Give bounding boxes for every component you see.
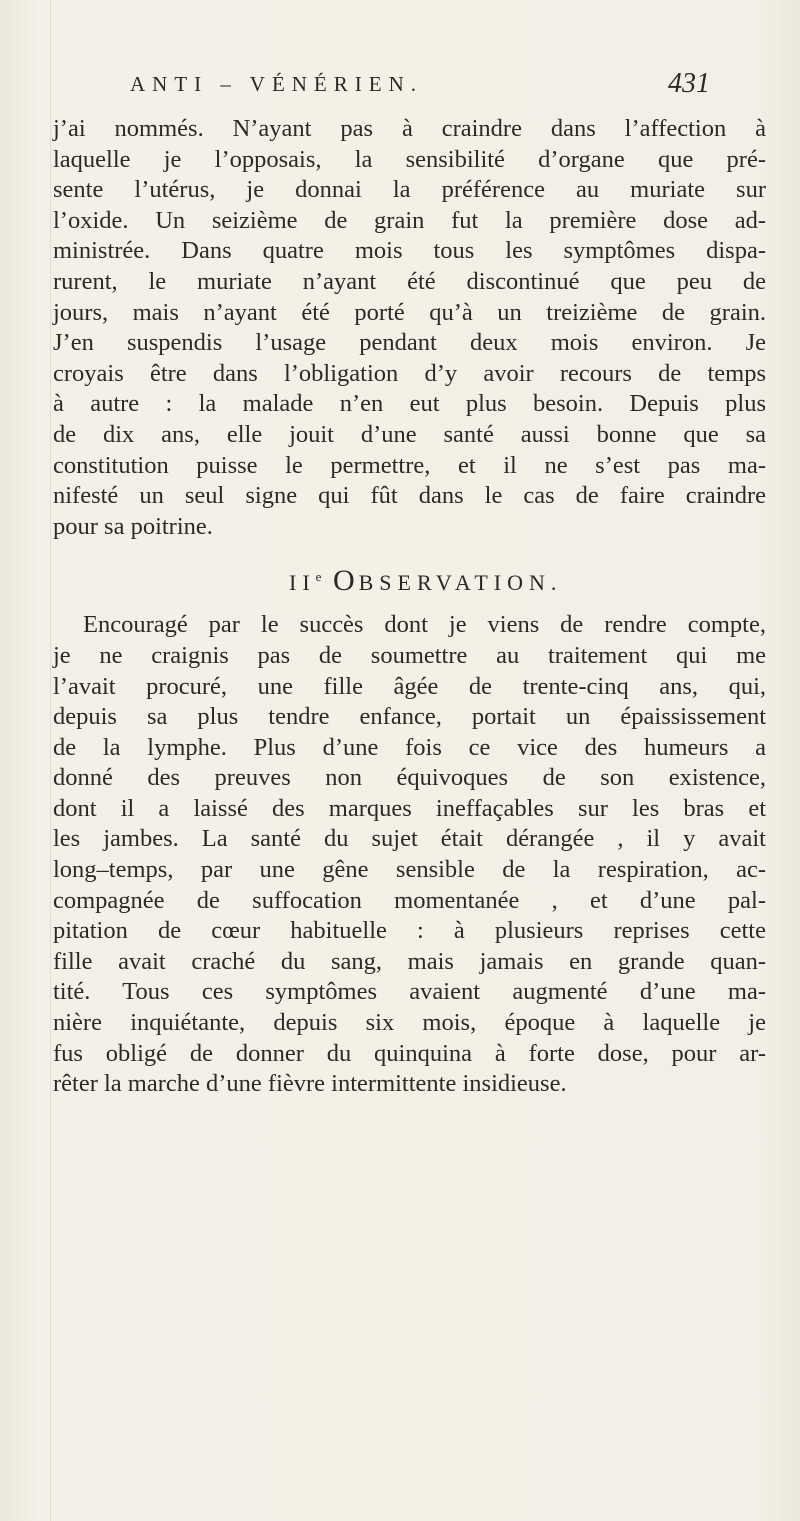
paragraph-2 <box>53 610 766 1100</box>
heading-rest: BSERVATION. <box>358 570 563 596</box>
text-line: rêter la marche d’une fièvre intermittente insidieuse. <box>53 1070 567 1098</box>
heading-initial: O <box>332 564 359 598</box>
paragraph-1 <box>53 114 766 542</box>
text-line: compagnée de suffocation momentanée , et d’une pal- <box>53 886 766 914</box>
body-text <box>53 114 766 1100</box>
text-line: rurent, le muriate n’ayant été discontinué que peu de <box>53 267 766 295</box>
running-head: ANTI – VÉNÉRIEN. <box>130 72 424 96</box>
text-line: l’oxide. Un seizième de grain fut la première dose ad- <box>53 206 766 234</box>
text-line: nifesté un seul signe qui fût dans le cas de faire craindre <box>53 482 766 510</box>
text-line: j’ai nommés. N’ayant pas à craindre dans l’affection à <box>53 115 766 142</box>
text-line: de dix ans, elle jouit d’une santé aussi bonne que sa <box>53 420 766 448</box>
section-heading <box>53 548 766 606</box>
text-line: fille avait craché du sang, mais jamais en grande quan- <box>53 947 766 975</box>
text-line: croyais être dans l’obligation d’y avoir recours de temps <box>53 359 766 387</box>
text-line: constitution puisse le permettre, et il ne s’est pas ma- <box>53 451 766 479</box>
text-line: dont il a laissé des marques ineffaçables sur les bras et <box>53 794 766 822</box>
text-line: pour sa poitrine. <box>53 512 213 540</box>
text-line: depuis sa plus tendre enfance, portait un épaississement <box>53 703 766 731</box>
text-line: donné des preuves non équivoques de son existence, <box>53 764 766 792</box>
text-line: les jambes. La santé du sujet était dérangée , il y avait <box>53 825 766 853</box>
page-edge-shadow <box>50 0 51 1521</box>
text-line: Encouragé par le succès dont je viens de rendre compte, <box>83 611 766 639</box>
text-line: ministrée. Dans quatre mois tous les symptômes dispa- <box>53 237 766 265</box>
text-line: long–temps, par une gêne sensible de la respiration, ac- <box>53 856 766 884</box>
text-line: jours, mais n’ayant été porté qu’à un treizième de grain. <box>53 298 766 326</box>
text-line: pitation de cœur habituelle : à plusieurs reprises cette <box>53 917 766 945</box>
page-header <box>130 68 710 108</box>
text-line: à autre : la malade n’en eut plus besoin. Depuis plus <box>53 390 766 418</box>
text-line: nière inquiétante, depuis six mois, époque à laquelle je <box>53 1009 766 1037</box>
text-line: je ne craignis pas de soumettre au traitement qui me <box>53 641 766 669</box>
text-line: J’en suspendis l’usage pendant deux mois environ. Je <box>53 329 766 357</box>
page-number: 431 <box>668 68 710 99</box>
text-line: laquelle je l’opposais, la sensibilité d’organe que pré- <box>53 145 766 173</box>
text-line: sente l’utérus, je donnai la préférence au muriate sur <box>53 176 766 204</box>
heading-numeral: II <box>289 570 316 596</box>
text-line: l’avait procuré, une fille âgée de trente-cinq ans, qui, <box>53 672 766 700</box>
heading-superscript: e <box>315 569 322 585</box>
text-line: tité. Tous ces symptômes avaient augmenté d’une ma- <box>53 978 766 1006</box>
text-line: de la lymphe. Plus d’une fois ce vice des humeurs a <box>53 733 766 761</box>
text-line: fus obligé de donner du quinquina à forte dose, pour ar- <box>53 1039 766 1067</box>
